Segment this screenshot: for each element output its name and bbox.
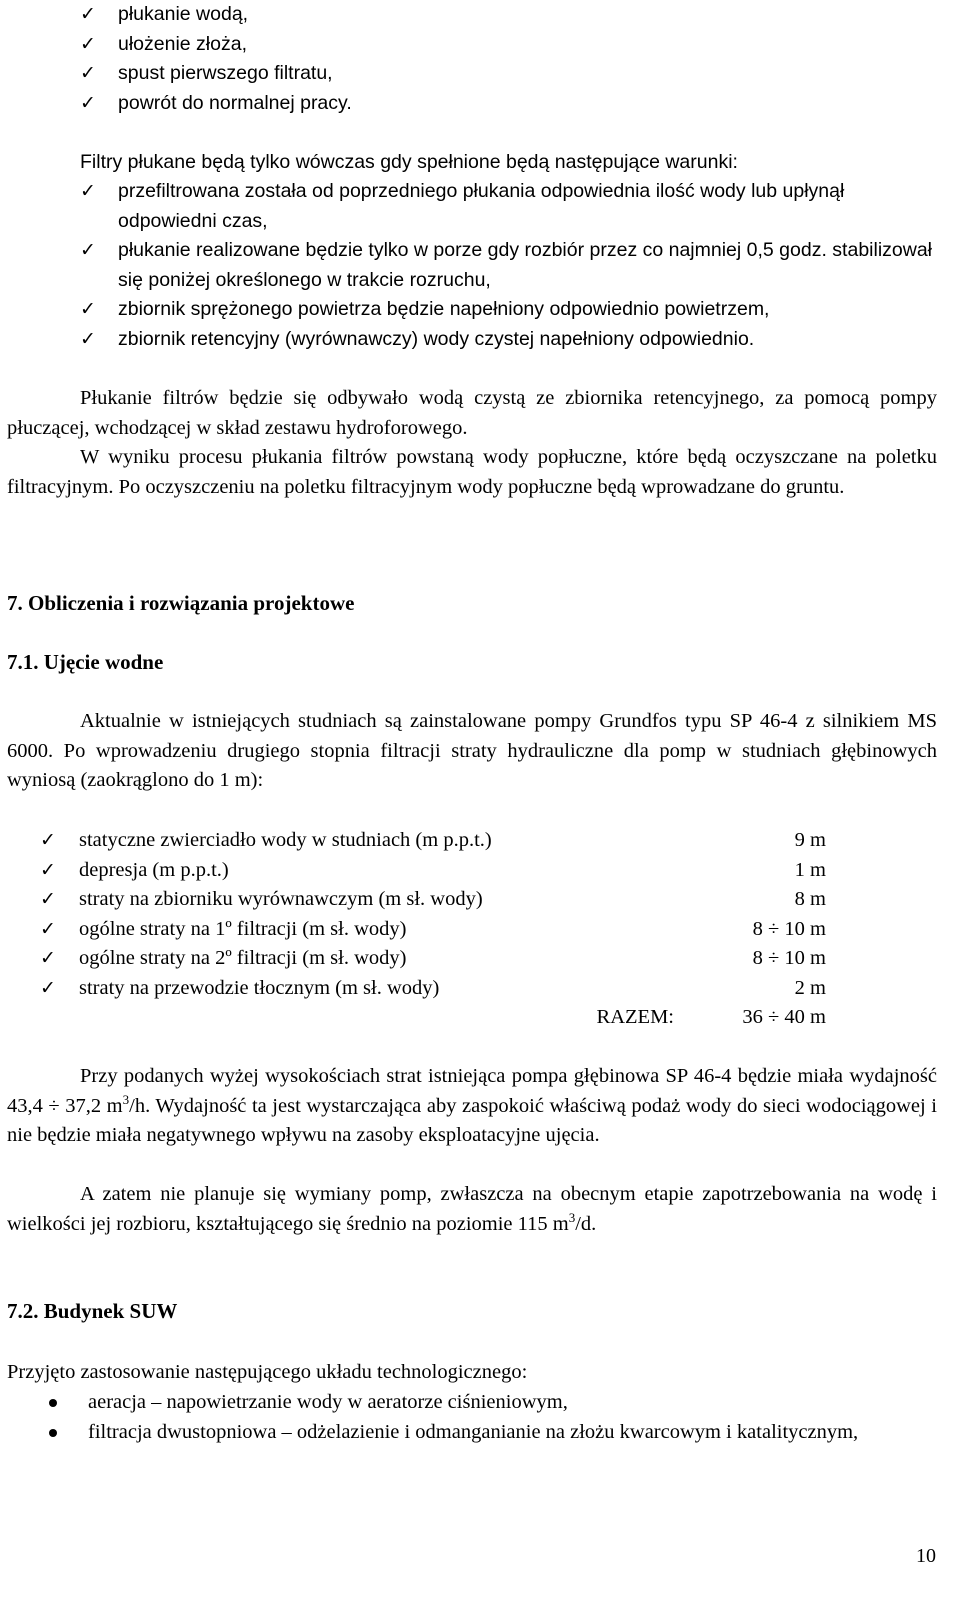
list-item: ✓ przefiltrowana została od poprzedniego płukania odpowiednia ilość wody lub upłynął odpowiedni czas,: [80, 177, 940, 236]
list-item: ✓ zbiornik sprężonego powietrza będzie napełniony odpowiednio powietrzem,: [80, 295, 940, 325]
bullet-icon: [49, 1429, 57, 1437]
list-item: ✓ płukanie wodą,: [80, 0, 940, 30]
check-icon: ✓: [40, 976, 56, 999]
check-icon: ✓: [80, 91, 96, 114]
paragraph-no-replacement: A zatem nie planuje się wymiany pomp, zwłaszcza na obecnym etapie zapotrzebowania na wodę i wielkości jej rozbioru, kształtującego się średnio na poziomie 115 $m^3/d$.: [7, 1183, 937, 1235]
paragraph-layout: Przyjęto zastosowanie następującego układu technologicznego:: [7, 1361, 528, 1383]
check-icon: ✓: [40, 888, 56, 910]
losses-total-label: RAZEM:: [596, 1006, 674, 1028]
check-icon: ✓: [80, 32, 96, 55]
table-row: ✓ straty na przewodzie tłocznym (m sł. wody) 2 m: [40, 974, 826, 1004]
table-row: ✓ straty na zbiorniku wyrównawczym (m sł. wody) 8 m: [40, 885, 826, 915]
top-checklist: [80, 0, 940, 118]
conditions-intro: Filtry płukane będą tylko wówczas gdy spełnione będą następujące warunki:: [80, 151, 738, 173]
check-icon: ✓: [80, 3, 96, 25]
check-icon: ✓: [40, 947, 56, 969]
list-item: ✓ ułożenie złoża,: [80, 30, 940, 60]
conditions-list: [80, 177, 940, 354]
section-heading-7-1: 7.1. Ujęcie wodne: [7, 650, 164, 674]
losses-total-value: 36 ÷ 40 m: [742, 1006, 826, 1028]
table-row: ✓ depresja (m p.p.t.) 1 m: [40, 856, 826, 886]
bullet-icon: [49, 1399, 57, 1407]
losses-list: [40, 826, 826, 1033]
list-item: ✓ powrót do normalnej pracy.: [80, 89, 940, 119]
tech-bullet-list: [40, 1388, 900, 1447]
paragraph-pumps: Aktualnie w istniejących studniach są zainstalowane pompy Grundfos typu SP 46-4 z silnikiem MS 6000. Po wprowadzeniu drugiego stopnia filtracji straty hydrauliczne dla pomp w studniach głębinowych wyniosą (zaokrąglono do 1 m):: [7, 710, 937, 791]
check-icon: ✓: [40, 917, 56, 940]
check-icon: ✓: [80, 62, 96, 84]
list-item: filtracja dwustopniowa – odżelazienie i odmanganianie na złożu kwarcowym i katalitycznym,: [40, 1418, 900, 1448]
page-number: 10: [916, 1545, 936, 1567]
check-icon: ✓: [80, 298, 96, 320]
check-icon: ✓: [40, 829, 56, 851]
check-icon: ✓: [80, 239, 96, 261]
section-heading-7-2: 7.2. Budynek SUW: [7, 1299, 178, 1323]
list-item: ✓ zbiornik retencyjny (wyrównawczy) wody czystej napełniony odpowiednio.: [80, 325, 940, 355]
check-icon: ✓: [80, 180, 96, 202]
check-icon: ✓: [80, 327, 96, 350]
list-item: ✓ płukanie realizowane będzie tylko w porze gdy rozbiór przez co najmniej 0,5 godz. stabilizował się poniżej określonego w trakcie rozruchu,: [80, 236, 940, 295]
paragraph-rinsing-source: Płukanie filtrów będzie się odbywało wodą czystą ze zbiornika retencyjnego, za pomocą pompy płuczącej, wchodzącej w skład zestawu hydroforowego.: [7, 387, 937, 439]
paragraph-capacity: Przy podanych wyżej wysokościach strat istniejąca pompa głębinowa SP 46-4 będzie miała wydajność 43,4 ÷ 37,2 $m^3/h$. Wydajność ta jest wystarczająca aby zaspokoić właściwą podaż wody do sieci wodociągowej i nie będzie miała negatywnego wpływu na zasoby eksploatacyjne ujęcia.: [7, 1065, 937, 1146]
paragraph-rinsing-wastewater: W wyniku procesu płukania filtrów powstaną wody popłuczne, które będą oczyszczane na poletku filtracyjnym. Po oczyszczeniu na poletku filtracyjnym wody popłuczne będą wprowadzane do gruntu.: [7, 446, 937, 498]
check-icon: ✓: [40, 858, 56, 881]
table-row: ✓ statyczne zwierciadło wody w studniach (m p.p.t.) 9 m: [40, 826, 826, 856]
table-row: ✓ ogólne straty na 2º filtracji (m sł. wody) 8 ÷ 10 m: [40, 944, 826, 974]
list-item: aeracja – napowietrzanie wody w aeratorze ciśnieniowym,: [40, 1388, 900, 1418]
losses-total-row: [40, 1003, 826, 1033]
table-row: ✓ ogólne straty na 1º filtracji (m sł. wody) 8 ÷ 10 m: [40, 915, 826, 945]
list-item: ✓ spust pierwszego filtratu,: [80, 59, 940, 89]
section-heading-7: 7. Obliczenia i rozwiązania projektowe: [7, 591, 355, 615]
